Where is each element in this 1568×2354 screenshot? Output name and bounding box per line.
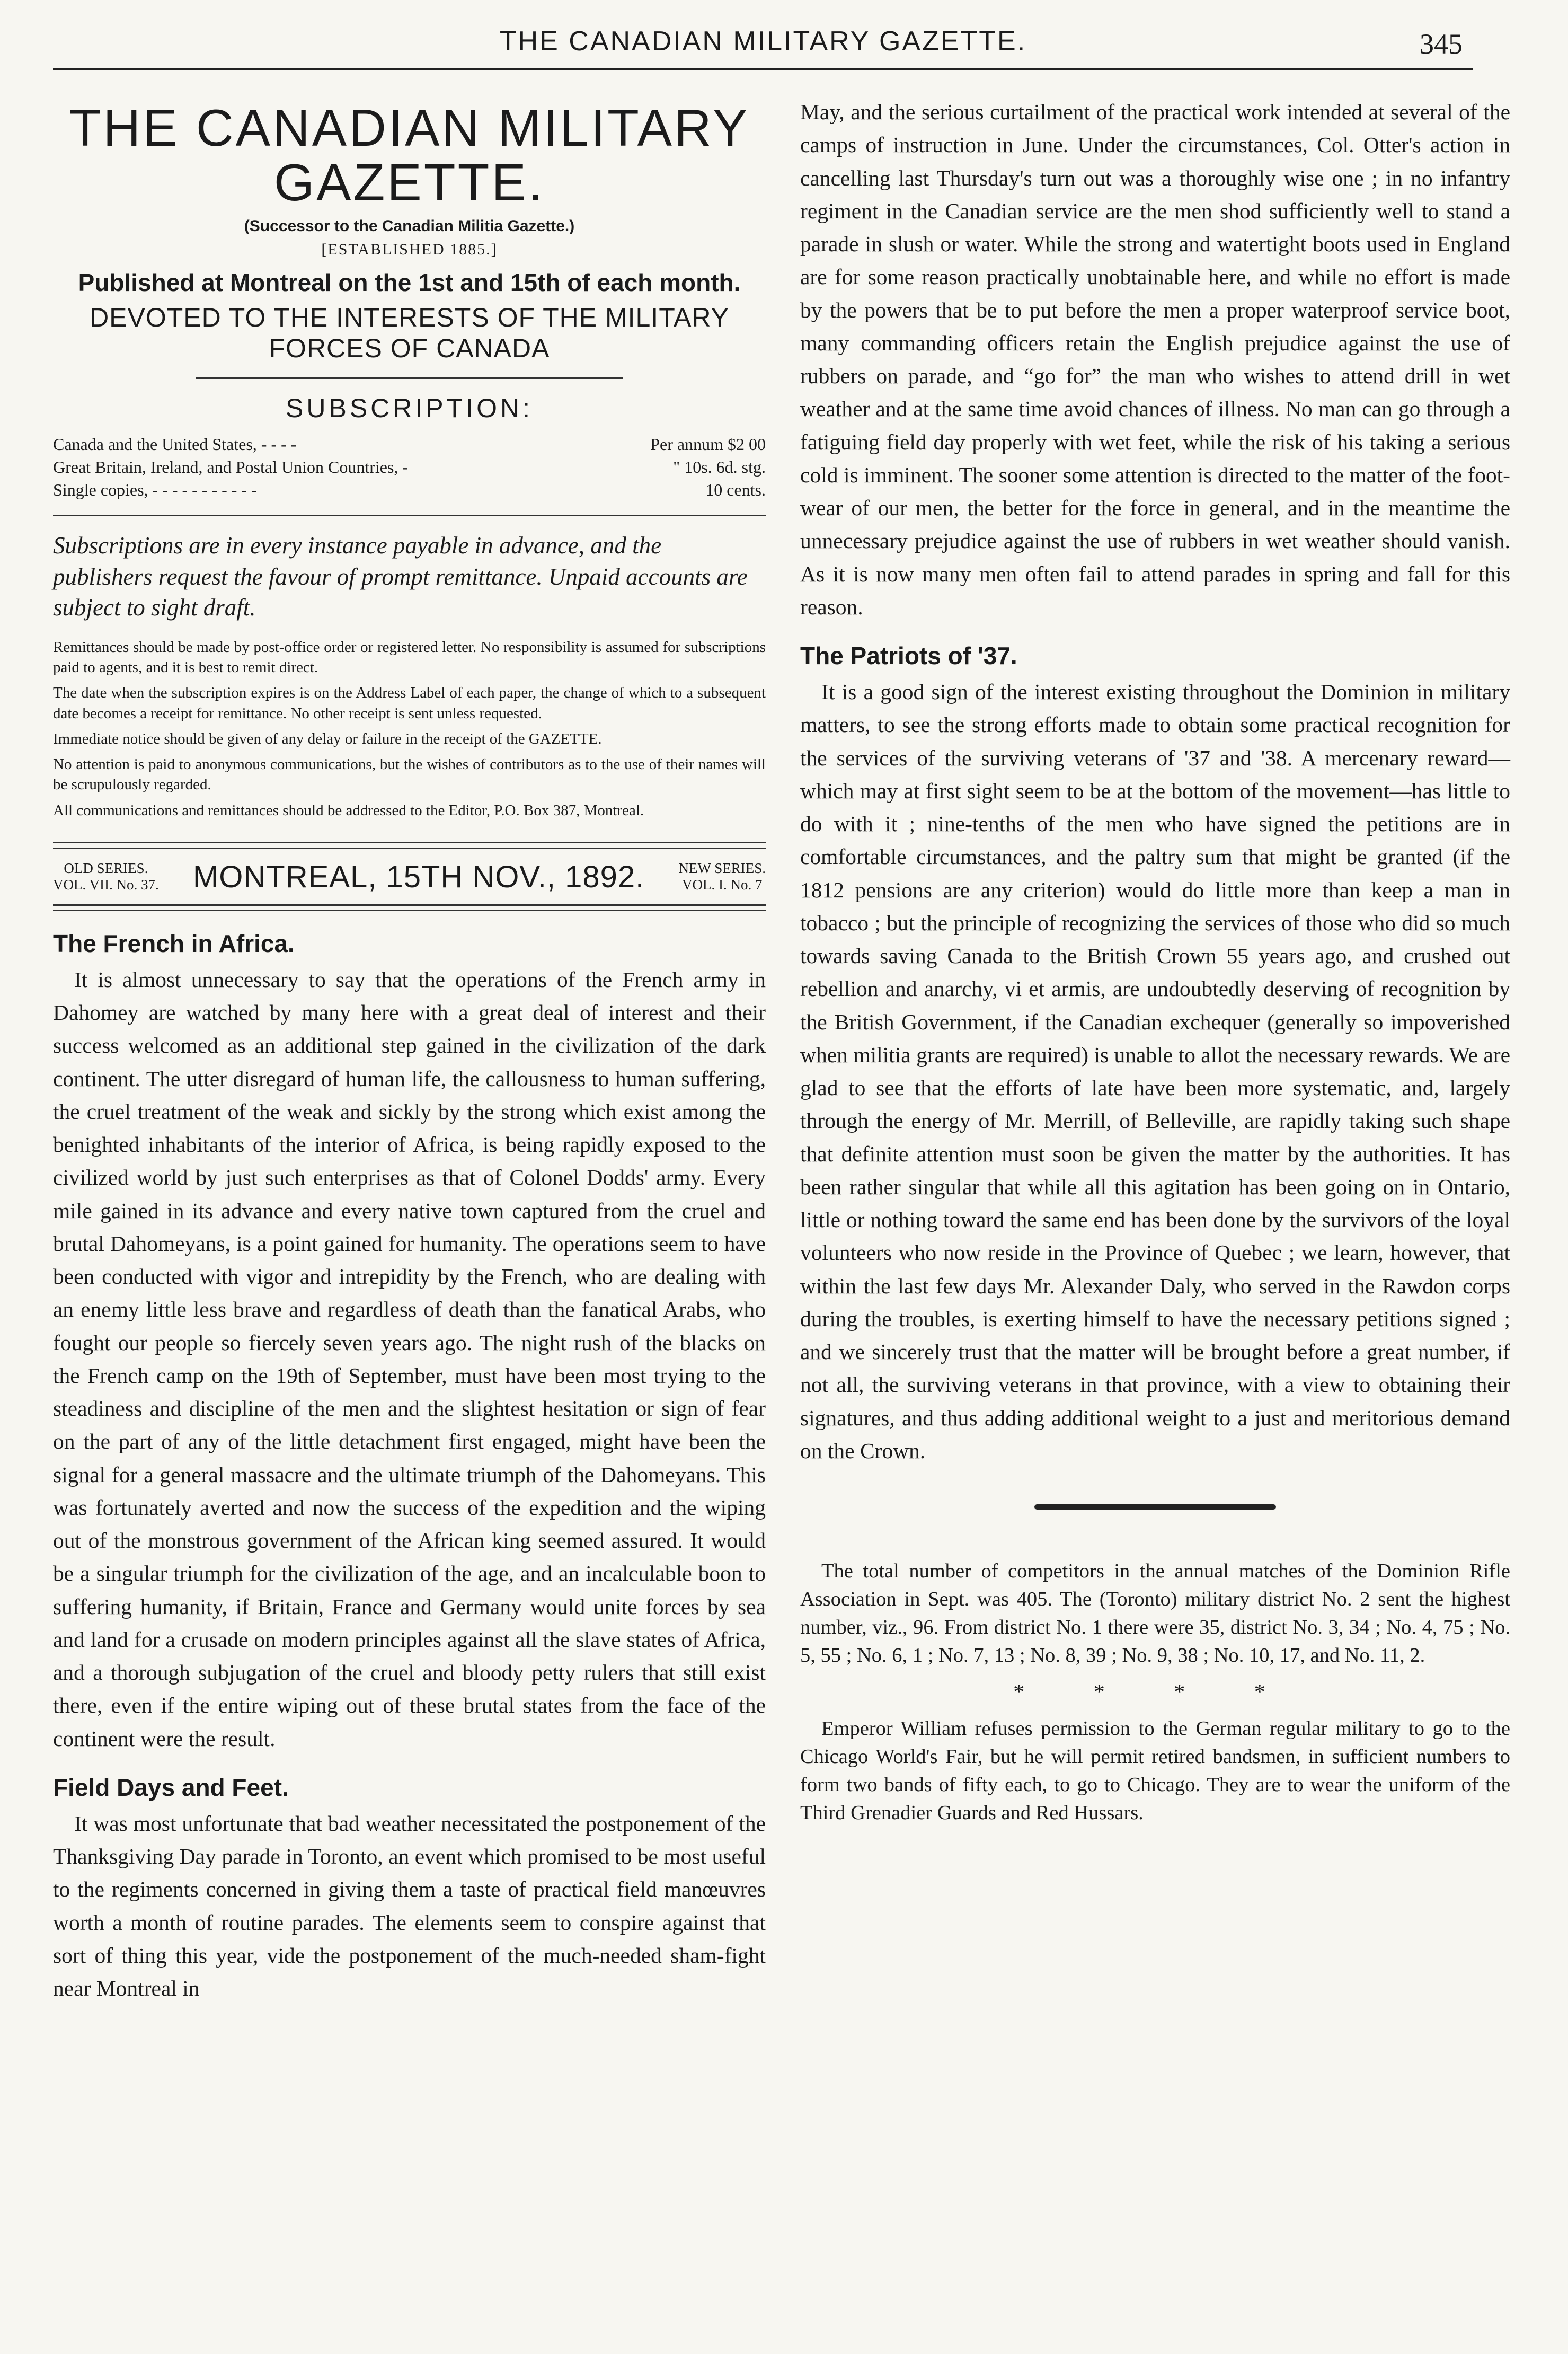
rate-row [53, 456, 766, 479]
article-body-continued: May, and the serious curtailment of the practical work intended at several of the camps of instruction in June. Under the circumstances, Col. Otter's action in cancelling last Thursday's turn out was a thoroughly wise one ; in no infantry regiment in the Canadian service are the men shod sufficiently well to stand a parade in slush or water. While the strong and watertight boots used in England are for some reason practically unobtainable here, and while no effort is made by the powers that be to put before the men a proper waterproof service boot, many commanding officers retain the English prejudice against the use of rubbers on parade, and “go for” the man who wishes to attend drill in wet weather and at the same time avoid chances of illness. No man can go through a fatiguing field day properly with wet feet, while the risk of his taking a serious cold is imminent. The sooner some attention is directed to the matter of the foot-wear of our men, the better for the force in general, and in the meantime the unnecessary prejudice against the use of rubbers in wet weather should vanish. As it is now many men often fail to attend parades in spring and fall for this reason. [800, 100, 1510, 619]
divider [53, 515, 766, 516]
right-column [800, 85, 1510, 1827]
issue-date: MONTREAL, 15TH NOV., 1892. [192, 859, 645, 894]
stars-separator: * * * * [1013, 1680, 1297, 1705]
article-body: It is a good sign of the interest existing throughout the Dominion in military matters, to see the strong efforts made to obtain some practical recognition for the services of the surviving veterans of '37 and '38. A mercenary reward—which may at first sight seem to be at the bottom of the movement—has little to do with it ; nine-tenths of the men who have signed the petitions are in comfortable circumstances, and the paltry sum that might be granted (if the 1812 pensions are any criterion) would do little more than keep a man in tobacco ; but the principle of recognizing the services of those who did so much towards saving Canada to the British Crown 55 years ago, and crushed out rebellion and anarchy, vi et armis, are undoubtedly deserving of recognition by the British Government, if the Canadian exchequer (generally so impoverished when militia grants are required) is unable to allot the necessary rewards. We are glad to see that the efforts of late have been more systematic, and, largely through the energy of Mr. Merrill, of Belleville, are rapidly taking such shape that definite attention must soon be given the matter by the authorities. It has been rather singular that while all this agitation has been going on in Ontario, little or nothing toward the same end has been done by the survivors of the loyal volunteers who now reside in the Province of Quebec ; we learn, however, that within the last few days Mr. Alexander Daly, who served in the Rawdon corps during the troubles, is exerting himself to have the necessary petitions signed ; and we sincerely trust that the matter will be brought before a great number, if not all, the surviving veterans in that province, with a view to obtaining their signatures, and thus adding additional weight to a just and meritorious demand on the Crown. [800, 680, 1510, 1463]
masthead-devoted: DEVOTED TO THE INTERESTS OF THE MILITARY FORCES OF CANADA [90, 302, 729, 363]
rate-price: 10 cents. [705, 480, 766, 500]
running-head [53, 21, 1473, 69]
rate-price: " 10s. 6d. stg. [673, 457, 766, 477]
masthead-established: [ESTABLISHED 1885.] [321, 240, 498, 258]
rate-price: Per annum $2 00 [650, 434, 766, 454]
subscription-heading: SUBSCRIPTION: [286, 393, 533, 423]
running-title: THE CANADIAN MILITARY GAZETTE. [499, 26, 1027, 57]
article-body: It is almost unnecessary to say that the operations of the French army in Dahomey are watched by many here with a great deal of interest and their success welcomed as an additional step gained in the civilization of the dark continent. The utter disregard of human life, the callousness to human suffering, the cruel treatment of the weak and sickly by the strong which exist among the benighted inhabitants of the interior of Africa, is being rapidly exposed to the civilized world by just such enterprises as that of Colonel Dodds' army. Every mile gained in its advance and every native town captured from the cruel and brutal Dahomeyans, is a point gained for humanity. The operations seem to have been conducted with vigor and intrepidity by the French, who are dealing with an enemy little less brave and regardless of death than the fanatical Arabs, who fought our people so fiercely seven years ago. The night rush of the blacks on the French camp on the 19th of September, must have been most trying to the steadiness and discipline of the men and the slightest hesitation or sign of fear on the part of any of the little detachment first engaged, might have been the signal for a general massacre and the ultimate triumph of the Dahomeyans. This was fortunately averted and now the success of the expedition and the wiping out of the monstrous government of the African king seemed assured. It would be a singular triumph for the civilization of the age, and an incalculable boon to suffering humanity, if Britain, France and Germany would unite forces by sea and land for a crusade on modern principles against all the slave states of Africa, and a thorough subjugation of the cruel and bloody petty rulers that still exist there, even if the entire wiping out of these brutal states from the face of the continent were the result. [53, 967, 766, 1751]
dateline [53, 859, 766, 895]
article-body: It was most unfortunate that bad weather necessitated the postponement of the Thanksgiving Day parade in Toronto, an event which promised to be most useful to the regiments concerned in giving them a taste of practical field manœuvres worth a month of routine parades. The elements seem to conspire against that sort of thing this year, vide the postponement of the much-needed sham-fight near Montreal in [53, 1811, 766, 2001]
page-number: 345 [1420, 28, 1463, 60]
ornament-rule [1034, 1504, 1276, 1510]
rifle-note: The total number of competitors in the annual matches of the Dominion Rifle Association in Sept. was 405. The (Toronto) military district No. 2 sent the highest number, viz., 96. From district No. 1 there were 35, district No. 3, 34 ; No. 4, 75 ; No. 5, 55 ; No. 6, 1 ; No. 7, 13 ; No. 8, 39 ; No. 9, 38 ; No. 10, 17, and No. 11, 2. [800, 1560, 1510, 1667]
masthead-successor: (Successor to the Canadian Militia Gazette.) [244, 217, 575, 235]
remark: Remittances should be made by post-office order or registered letter. No responsibility is assumed for subscriptions paid to agents, and it is best to remit direct. [53, 638, 766, 676]
old-series [53, 860, 159, 893]
article-heading: The Patriots of '37. [800, 642, 1017, 669]
remark: Immediate notice should be given of any delay or failure in the receipt of the GAZETTE. [53, 730, 602, 747]
old-series-label: OLD SERIES. [64, 860, 148, 877]
divider [53, 904, 766, 911]
divider [53, 842, 766, 849]
new-series [678, 860, 766, 893]
old-series-volume: VOL. VII. No. 37. [53, 877, 159, 893]
new-series-label: NEW SERIES. [678, 860, 766, 877]
subscription-notice: Subscriptions are in every instance payable in advance, and the publishers request the favour of prompt remittance. Unpaid accounts are subject to sight draft. [53, 532, 748, 621]
remark: No attention is paid to anonymous communications, but the wishes of contributors as to the use of their names will be scrupulously regarded. [53, 756, 766, 794]
article-heading: Field Days and Feet. [53, 1773, 289, 1801]
subscription-rates [53, 433, 766, 502]
masthead-published: Published at Montreal on the 1st and 15th of each month. [78, 268, 741, 296]
article-heading: The French in Africa. [53, 929, 295, 957]
header-rule [53, 68, 1473, 70]
left-column [53, 85, 766, 2005]
rate-item: Great Britain, Ireland, and Postal Union Countries, - [53, 457, 409, 477]
remark: All communications and remittances should be addressed to the Editor, P.O. Box 387, Montreal. [53, 801, 644, 819]
new-series-volume: VOL. I. No. 7 [682, 877, 763, 893]
rate-item: Canada and the United States, - - - - [53, 434, 297, 454]
rate-row [53, 433, 766, 456]
masthead-name: THE CANADIAN MILITARY GAZETTE. [69, 99, 750, 211]
divider [196, 377, 623, 379]
rate-row [53, 479, 766, 501]
rate-item: Single copies, - - - - - - - - - - - [53, 480, 257, 500]
remark: The date when the subscription expires is on the Address Label of each paper, the change of which to a subsequent date becomes a receipt for remittance. No other receipt is sent unless requested. [53, 684, 766, 722]
emperor-note: Emperor William refuses permission to the German regular military to go to the Chicago World's Fair, but he will permit retired bandsmen, in sufficient numbers to form two bands of fifty each, to go to Chicago. They are to wear the uniform of the Third Grenadier Guards and Red Hussars. [800, 1717, 1510, 1824]
masthead [53, 101, 766, 364]
